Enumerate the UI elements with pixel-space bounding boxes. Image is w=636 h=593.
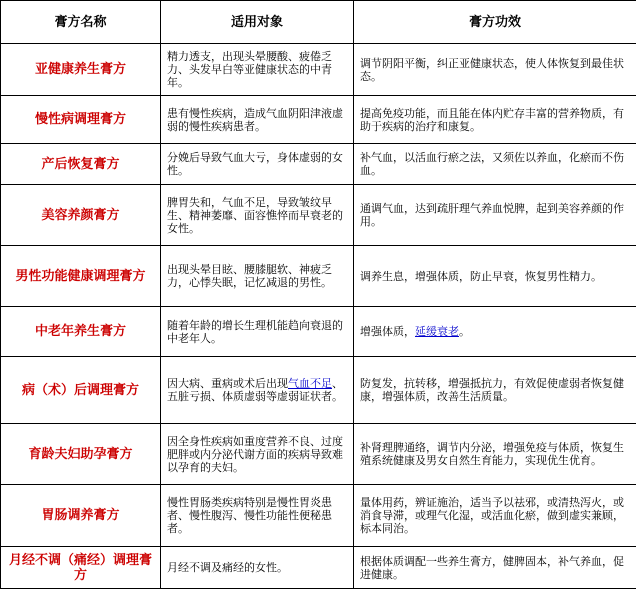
target-cell: 慢性胃肠类疾病特别是慢性胃炎患者、慢性腹泻、慢性功能性便秘患者。 xyxy=(161,485,354,547)
header-name: 膏方名称 xyxy=(1,1,161,44)
target-cell: 分娩后导致气血大亏，身体虚弱的女性。 xyxy=(161,144,354,185)
table-row xyxy=(1,307,636,357)
table-row xyxy=(1,547,636,589)
prescription-name: 慢性病调理膏方 xyxy=(1,96,161,144)
header-target: 适用对象 xyxy=(161,1,354,44)
table-row xyxy=(1,246,636,307)
target-cell: 随着年龄的增长生理机能趋向衰退的中老年人。 xyxy=(161,307,354,357)
table-row xyxy=(1,185,636,246)
anti-aging-link[interactable]: 延缓衰老 xyxy=(415,325,459,338)
effect-cell: 补肾理脾通络，调节内分泌，增强免疫与体质，恢复生殖系统健康及男女自然生育能力，实现优生优育。 xyxy=(354,424,636,485)
target-text-end: 、五脏亏损、体质虚弱等虚弱证状者。 xyxy=(167,377,343,403)
effect-cell: 提高免疫功能，而且能在体内贮存丰富的营养物质，有助于疾病的治疗和康复。 xyxy=(354,96,636,144)
prescription-name: 胃肠调养膏方 xyxy=(1,485,161,547)
header-effect: 膏方功效 xyxy=(354,1,636,44)
effect-cell: 防复发，抗转移，增强抵抗力，有效促使虚弱者恢复健康，增强体质，改善生活质量。 xyxy=(354,357,636,424)
effect-cell: 补气血，以活血行瘀之法，又须佐以养血，化瘀而不伤血。 xyxy=(354,144,636,185)
prescription-name: 月经不调（痛经）调理膏方 xyxy=(1,547,161,589)
target-cell: 精力透支，出现头晕腰酸、疲倦乏力、头发早白等亚健康状态的中青年。 xyxy=(161,44,354,96)
effect-cell: 根据体质调配一些养生膏方，健脾固本，补气养血，促进健康。 xyxy=(354,547,636,589)
effect-cell: 调养生息，增强体质，防止早衰，恢复男性精力。 xyxy=(354,246,636,307)
table-row xyxy=(1,96,636,144)
target-cell: 因全身性疾病如重度营养不良、过度肥胖或内分泌代谢方面的疾病导致难以孕育的夫妇。 xyxy=(161,424,354,485)
target-text: 因大病、重病或术后出现 xyxy=(167,377,288,390)
table-row xyxy=(1,144,636,185)
effect-cell: 量体用药，辨证施治，适当予以祛邪，或清热泻火，或消食导滞，或理气化湿，或活血化瘀，做到虚实兼顾，标本同治。 xyxy=(354,485,636,547)
target-cell: 患有慢性疾病，造成气血阴阳津液虚弱的慢性疾病患者。 xyxy=(161,96,354,144)
target-cell: 月经不调及痛经的女性。 xyxy=(161,547,354,589)
prescription-name: 美容养颜膏方 xyxy=(1,185,161,246)
target-cell: 脾胃失和，气血不足，导致皱纹早生、精神萎靡、面容憔悴而早衰老的女性。 xyxy=(161,185,354,246)
table-row xyxy=(1,44,636,96)
effect-cell: 通调气血，达到疏肝理气养血悦脾，起到美容养颜的作用。 xyxy=(354,185,636,246)
effect-cell: 调节阴阳平衡，纠正亚健康状态，使人体恢复到最佳状态。 xyxy=(354,44,636,96)
table-row xyxy=(1,424,636,485)
table-row xyxy=(1,357,636,424)
target-cell xyxy=(161,357,354,424)
prescription-name: 病（术）后调理膏方 xyxy=(1,357,161,424)
effect-text: 增强体质， xyxy=(360,325,415,338)
table-header-row xyxy=(1,1,636,44)
target-cell: 出现头晕目眩、腰膝腿软、神疲乏力，心悸失眠，记忆减退的男性。 xyxy=(161,246,354,307)
prescription-name: 中老年养生膏方 xyxy=(1,307,161,357)
prescription-name: 育龄夫妇助孕膏方 xyxy=(1,424,161,485)
prescription-name: 亚健康养生膏方 xyxy=(1,44,161,96)
qi-blood-deficiency-link[interactable]: 气血不足 xyxy=(288,377,332,390)
effect-text-end: 。 xyxy=(459,325,470,338)
prescription-name: 产后恢复膏方 xyxy=(1,144,161,185)
prescription-name: 男性功能健康调理膏方 xyxy=(1,246,161,307)
effect-cell xyxy=(354,307,636,357)
table-row xyxy=(1,485,636,547)
